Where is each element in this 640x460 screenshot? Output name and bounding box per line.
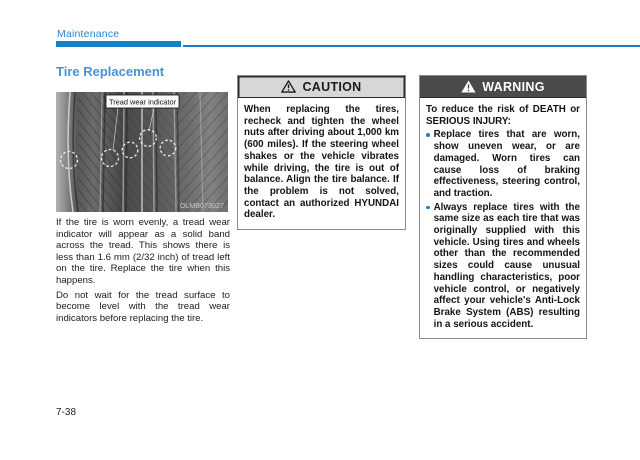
- bullet-icon: [426, 133, 430, 137]
- warning-triangle-icon: [461, 80, 476, 93]
- warning-title: WARNING: [482, 79, 545, 94]
- warning-body: [420, 98, 586, 338]
- tire-tread-image: [56, 92, 228, 212]
- warning-intro: To reduce the risk of DEATH or SERIOUS INJURY:: [426, 104, 580, 127]
- paragraph: If the tire is worn evenly, a tread wear indicator will appear as a solid band across the tread. This shows there is less than 1.6 mm (2/32 inch) of tread left on the tire. Replace the tire when this happens.: [56, 217, 230, 286]
- figure-code: OLMB073027: [179, 201, 224, 210]
- header-rule-thick: [56, 41, 181, 47]
- bullet-icon: [426, 206, 430, 210]
- tire-tread-figure: [56, 92, 228, 212]
- section-title: Tire Replacement: [56, 64, 165, 79]
- caution-title: CAUTION: [302, 79, 362, 94]
- header-rule-thin: [183, 45, 640, 47]
- caution-body: When replacing the tires, recheck and tighten the wheel nuts after driving about 1,000 km (600 miles). If the steering wheel shakes or the vehicle vibrates while driving, the tire is out of balance. Align the tire balance. If the problem is not solved, contact an authorized HYUNDAI dealer.: [244, 104, 399, 221]
- caution-box: [237, 75, 406, 230]
- warning-box: [419, 75, 587, 339]
- list-item: [426, 129, 580, 199]
- list-item: [426, 202, 580, 331]
- running-head: Maintenance: [57, 28, 120, 40]
- paragraph: Do not wait for the tread surface to become level with the tread wear indicators before replacing the tire.: [56, 289, 230, 324]
- page-number: 7-38: [56, 407, 77, 418]
- warning-bullet-text: Replace tires that are worn, show uneven wear, or are damaged. Worn tires can cause loss of braking effectiveness, steering control, and traction.: [433, 129, 580, 199]
- warning-box-header: [420, 76, 586, 98]
- article-body: [56, 217, 230, 324]
- warning-list: [426, 129, 580, 330]
- caution-triangle-icon: [281, 80, 296, 93]
- figure-label: Tread wear indicator: [108, 97, 177, 107]
- caution-box-header: [238, 76, 405, 98]
- warning-bullet-text: Always replace tires with the same size as each tire that was originally supplied with this vehicle. Using tires and wheels other than the recommended sizes could cause unusual handling characteristics, poor vehicle control, or negatively affect your vehicle's Anti-Lock Brake System (ABS) resulting in a serious accident.: [433, 201, 580, 330]
